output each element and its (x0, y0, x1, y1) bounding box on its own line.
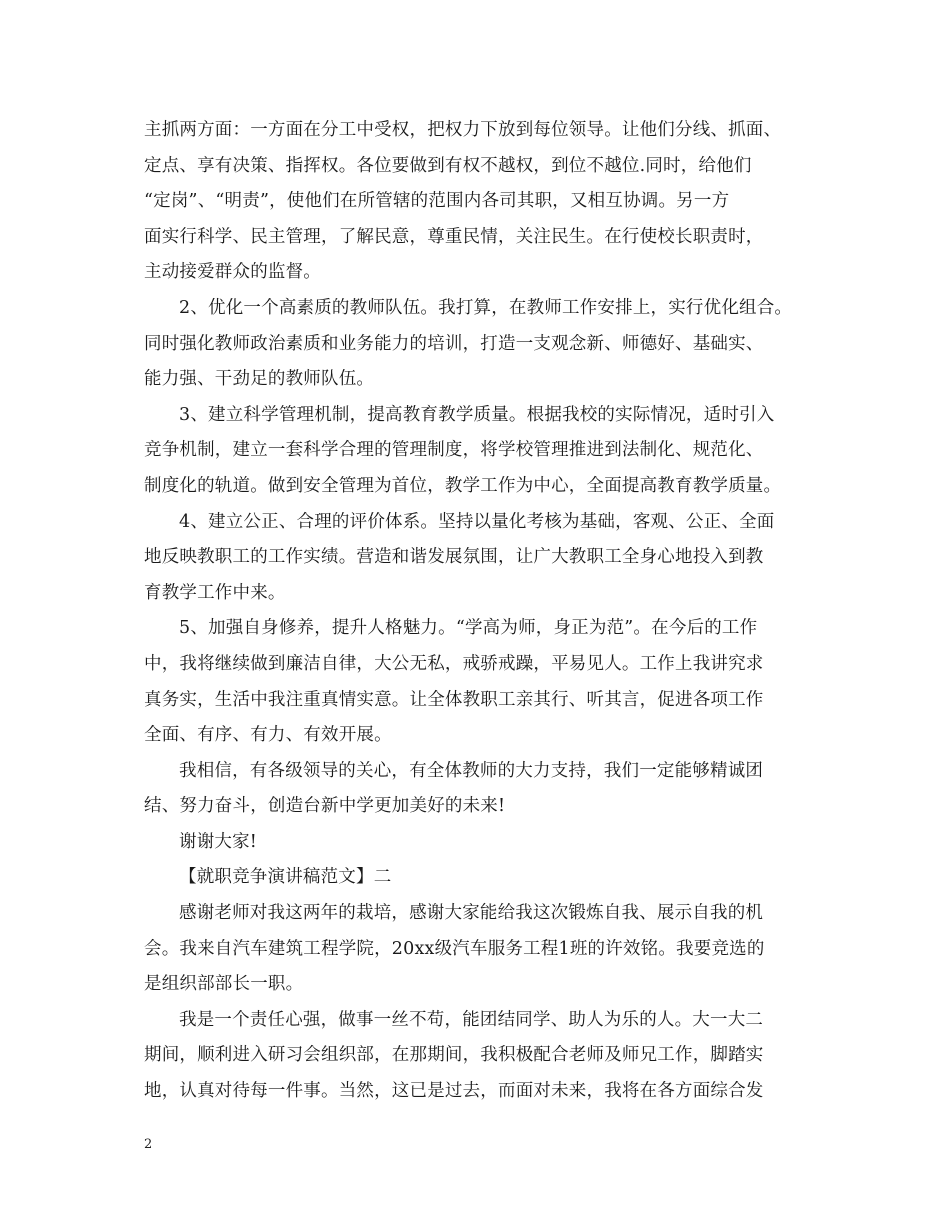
text-line: 制度化的轨道。做到安全管理为首位，教学工作为中心，全面提高教育教学质量。 (144, 475, 782, 496)
text-line: 面实行科学、民主管理，了解民意，尊重民情，关注民生。在行使校长职责时， (144, 226, 764, 247)
text-line: 地，认真对待每一件事。当然，这已是过去，而面对未来，我将在各方面综合发 (144, 1081, 764, 1102)
document-body (144, 113, 824, 1110)
text-line: 能力强、干劲足的教师队伍。 (144, 369, 375, 390)
text-line: 2、优化一个高素质的教师队伍。我打算，在教师工作安排上，实行优化组合。 (179, 297, 793, 318)
text-line: 中，我将继续做到廉洁自律，大公无私，戒骄戒躁，平易见人。工作上我讲究求 (144, 653, 764, 674)
page-number: 2 (144, 1137, 153, 1152)
text-line: 谢谢大家! (179, 831, 258, 852)
text-line: 是组织部部长一职。 (144, 974, 304, 995)
text-line: 结、努力奋斗，创造台新中学更加美好的未来! (144, 796, 506, 817)
text-line: 定点、享有决策、指挥权。各位要做到有权不越权，到位不越位.同时，给他们 (144, 155, 752, 176)
text-line: “定岗”、“明责”，使他们在所管辖的范围内各司其职，又相互协调。另一方 (144, 191, 730, 212)
text-line: 4、建立公正、合理的评价体系。坚持以量化考核为基础，客观、公正、全面 (179, 511, 775, 532)
text-line: 期间，顺利进入研习会组织部，在那期间，我积极配合老师及师兄工作，脚踏实 (144, 1045, 764, 1066)
text-line: 真务实，生活中我注重真情实意。让全体教职工亲其行、听其言，促进各项工作 (144, 689, 764, 710)
text-line: 同时强化教师政治素质和业务能力的培训，打造一支观念新、师德好、基础实、 (144, 333, 764, 354)
text-line: 竞争机制，建立一套科学合理的管理制度，将学校管理推进到法制化、规范化、 (144, 440, 764, 461)
text-line: 全面、有序、有力、有效开展。 (144, 725, 392, 746)
text-line: 我是一个责任心强，做事一丝不苟，能团结同学、助人为乐的人。大一大二 (179, 1009, 764, 1030)
text-line: 主动接爱群众的监督。 (144, 262, 321, 283)
text-line: 5、加强自身修养，提升人格魅力。“学高为师，身正为范”。在今后的工作 (179, 618, 758, 639)
text-line: 育教学工作中来。 (144, 582, 286, 603)
text-line: 地反映教职工的工作实绩。营造和谐发展氛围，让广大教职工全身心地投入到教 (144, 547, 764, 568)
text-line: 会。我来自汽车建筑工程学院，20xx级汽车服务工程1班的许效铭。我要竞选的 (144, 938, 765, 959)
text-line: 感谢老师对我这两年的栽培，感谢大家能给我这次锻炼自我、展示自我的机 (179, 903, 764, 924)
text-line: 主抓两方面：一方面在分工中受权，把权力下放到每位领导。让他们分线、抓面、 (144, 120, 782, 140)
text-line: 3、建立科学管理机制，提高教育教学质量。根据我校的实际情况，适时引入 (179, 404, 775, 425)
text-line: 【就职竞争演讲稿范文】二 (179, 867, 392, 888)
text-line: 我相信，有各级领导的关心，有全体教师的大力支持，我们一定能够精诚团 (179, 760, 764, 781)
